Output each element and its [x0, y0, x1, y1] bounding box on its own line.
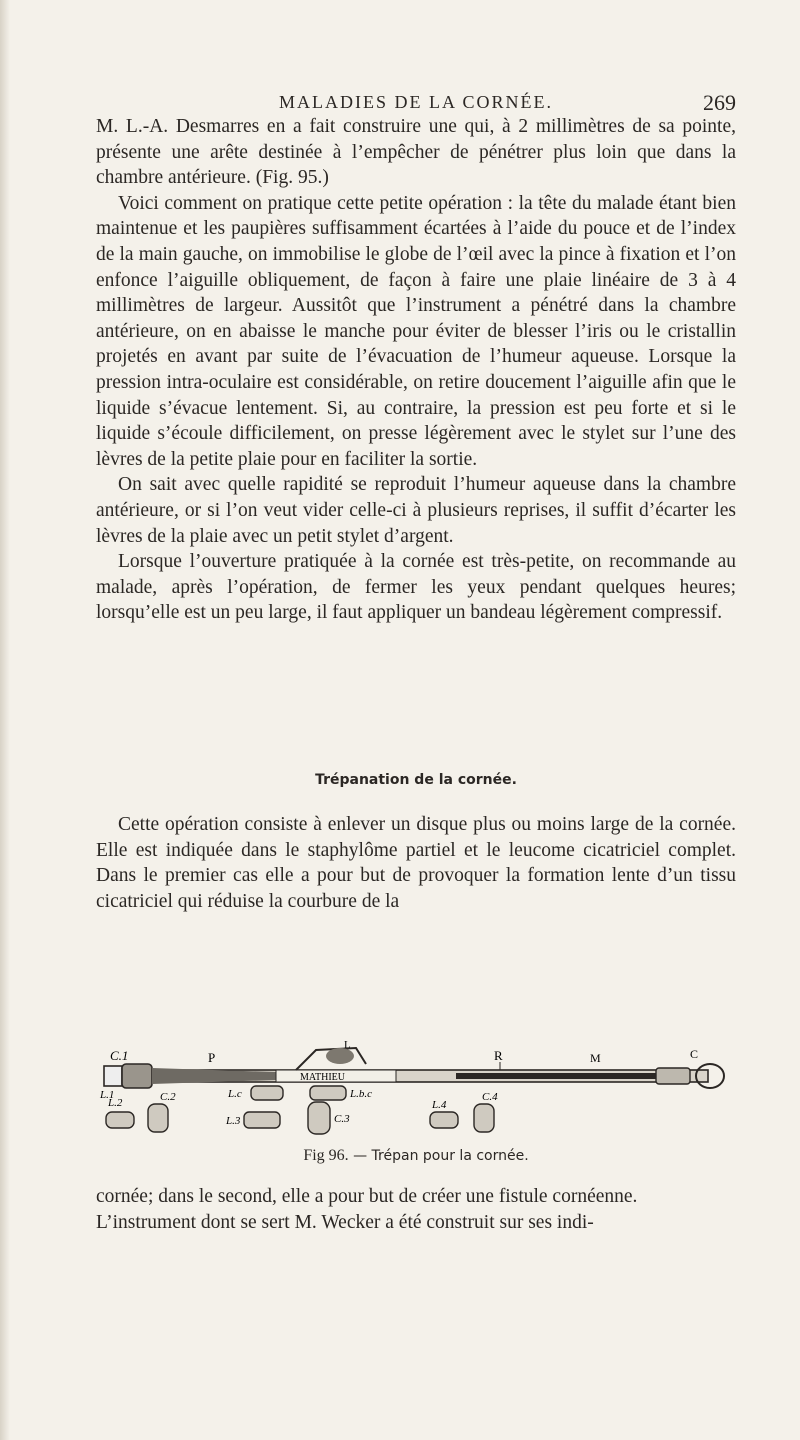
label-c3: C.3: [334, 1113, 350, 1125]
label-p: P: [208, 1050, 216, 1065]
collar-c1: [122, 1064, 152, 1088]
part-c4: [474, 1104, 494, 1132]
tail-text: [96, 1184, 736, 1235]
maker-mark: MATHIEU: [300, 1072, 345, 1083]
label-c2: C.2: [160, 1091, 176, 1103]
part-l2: [106, 1112, 134, 1128]
caption-text: — Trépan pour la cornée.: [353, 1148, 529, 1164]
paragraph-2: Voici comment on pratique cette petite opération : la tête du malade étant bien maintenue et les paupières suffisamment écartées à l’aide du pouce et de l’index de la main gauche, on immobilise le globe de l’œil avec la pince à fixation et l’on enfonce l’aiguille obliquement, de façon à faire une plaie linéaire de 3 à 4 millimètres de largeur. Aussitôt que l’instrument a pénétré dans la chambre antérieure, on en abaisse le manche pour éviter de blesser l’iris ou le cristallin projetés en avant par suite de l’évacuation de l’humeur aqueuse. Lorsque la pression intra-oculaire est considérable, on retire doucement l’aiguille afin que le liquide s’évacue lentement. Si, au contraire, la pression est peu forte et si le liquide s’écoule difficilement, on presse légèrement avec le stylet sur l’une des lèvres de la petite plaie pour en faciliter la sortie.: [96, 192, 736, 470]
paragraph-3: On sait avec quelle rapidité se reproduit l’humeur aqueuse dans la chambre antérieure, or si l’on veut vider celle-ci à plusieurs reprises, il suffit d’écarter les lèvres de la plaie avec un petit stylet d’argent.: [96, 474, 736, 547]
label-c1: C.1: [110, 1048, 129, 1063]
shaft-dark: [456, 1073, 656, 1079]
figure-caption: [96, 1147, 736, 1165]
label-l3: L.3: [226, 1115, 241, 1127]
part-lc: [251, 1086, 283, 1100]
label-l: L: [344, 1040, 351, 1051]
running-head: MALADIES DE LA CORNÉE.: [279, 92, 553, 112]
part-l3: [244, 1112, 280, 1128]
section-text: [96, 812, 736, 914]
page-edge: [0, 0, 10, 1440]
section-paragraph: Cette opération consiste à enlever un disque plus ou moins large de la cornée. Elle est indiquée dans le staphylôme partiel et le leucome cicatriciel complet. Dans le premier cas elle a pour but de provoquer la formation lente d’un tissu cicatriciel qui réduise la courbure de la: [96, 814, 736, 912]
part-c2: [148, 1104, 168, 1132]
paragraph-1: M. L.-A. Desmarres en a fait construire une qui, à 2 millimètres de sa pointe, présente une arête destinée à l’empêcher de pénétrer plus loin que dans la chambre antérieure. (Fig. 95.): [96, 116, 736, 189]
trephine-illustration: [96, 1040, 736, 1136]
label-lbc: L.b.c: [350, 1088, 372, 1100]
label-lc: L.c: [228, 1088, 242, 1100]
label-c: C: [690, 1047, 699, 1061]
label-l2: L.2: [108, 1097, 123, 1109]
cutting-tip-left: [104, 1066, 122, 1086]
part-c3: [308, 1102, 330, 1134]
tail-line-2: L’instrument dont se sert M. Wecker a été construit sur ses indi-: [96, 1211, 594, 1233]
label-l1: L.1: [100, 1089, 115, 1101]
body-text: [96, 114, 736, 626]
paragraph-4: Lorsque l’ouverture pratiquée à la cornée est très-petite, on recommande au malade, après l’opération, de fermer les yeux pendant quelques heures; lorsqu’elle est un peu large, il faut appliquer un bandeau légèrement compressif.: [96, 551, 736, 624]
part-lbc: [310, 1086, 346, 1100]
end-cap: [656, 1068, 690, 1084]
page-header: [96, 90, 736, 116]
label-r: R: [494, 1048, 503, 1063]
label-m: M: [590, 1051, 601, 1065]
part-l4: [430, 1112, 458, 1128]
page-number: 269: [703, 90, 736, 115]
trephine-figure: [96, 1040, 736, 1136]
tail-line-1: cornée; dans le second, elle a pour but de créer une fistule cornéenne.: [96, 1186, 638, 1207]
label-c4: C.4: [482, 1091, 498, 1103]
caption-label: Fig 96.: [303, 1147, 349, 1164]
section-title: Trépanation de la cornée.: [315, 772, 517, 788]
label-l4: L.4: [432, 1099, 447, 1111]
